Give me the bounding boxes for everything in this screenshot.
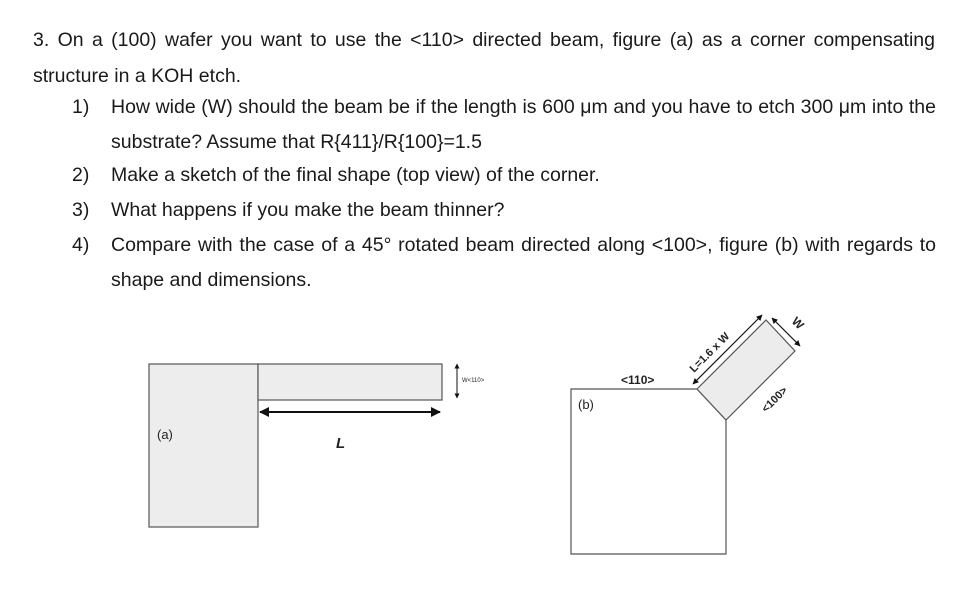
figure-b — [571, 314, 807, 554]
figure-a-beam — [258, 364, 442, 400]
figure-b-direction-110: <110> — [621, 373, 655, 387]
question-2-number: 2) — [72, 164, 90, 186]
question-4-number: 4) — [72, 234, 90, 256]
figure-b-label: (b) — [578, 397, 594, 412]
question-3-number: 3) — [72, 199, 90, 221]
question-4-text: Compare with the case of a 45° rotated beam directed along <100>, figure (b) with regards to shape and dimensions. — [111, 234, 936, 291]
question-3-text: What happens if you make the beam thinner? — [111, 199, 505, 221]
figure-a-substrate-block — [149, 364, 258, 527]
question-1-text: How wide (W) should the beam be if the length is 600 μm and you have to etch 300 μm into the substrate? Assume that R{411}/R{100}=1.5 — [111, 96, 936, 153]
figure-b-width-label: W — [788, 314, 807, 333]
figure-a-width-label: W<110> — [462, 378, 485, 384]
figure-a-label: (a) — [157, 427, 173, 442]
figure-b-rotated-beam — [697, 320, 795, 420]
question-2-text: Make a sketch of the final shape (top view) of the corner. — [111, 164, 600, 186]
figure-a — [149, 364, 485, 527]
figure-b-length-label: L=1.6 x W — [687, 330, 733, 376]
problem-intro: 3. On a (100) wafer you want to use the <110> directed beam, figure (a) as a corner compensating structure in a KOH etch. — [33, 29, 935, 87]
figure-b-substrate-block — [571, 389, 726, 554]
figure-b-direction-100: <100> — [759, 384, 791, 416]
question-1-number: 1) — [72, 96, 90, 118]
figure-a-length-label: L — [336, 435, 346, 452]
